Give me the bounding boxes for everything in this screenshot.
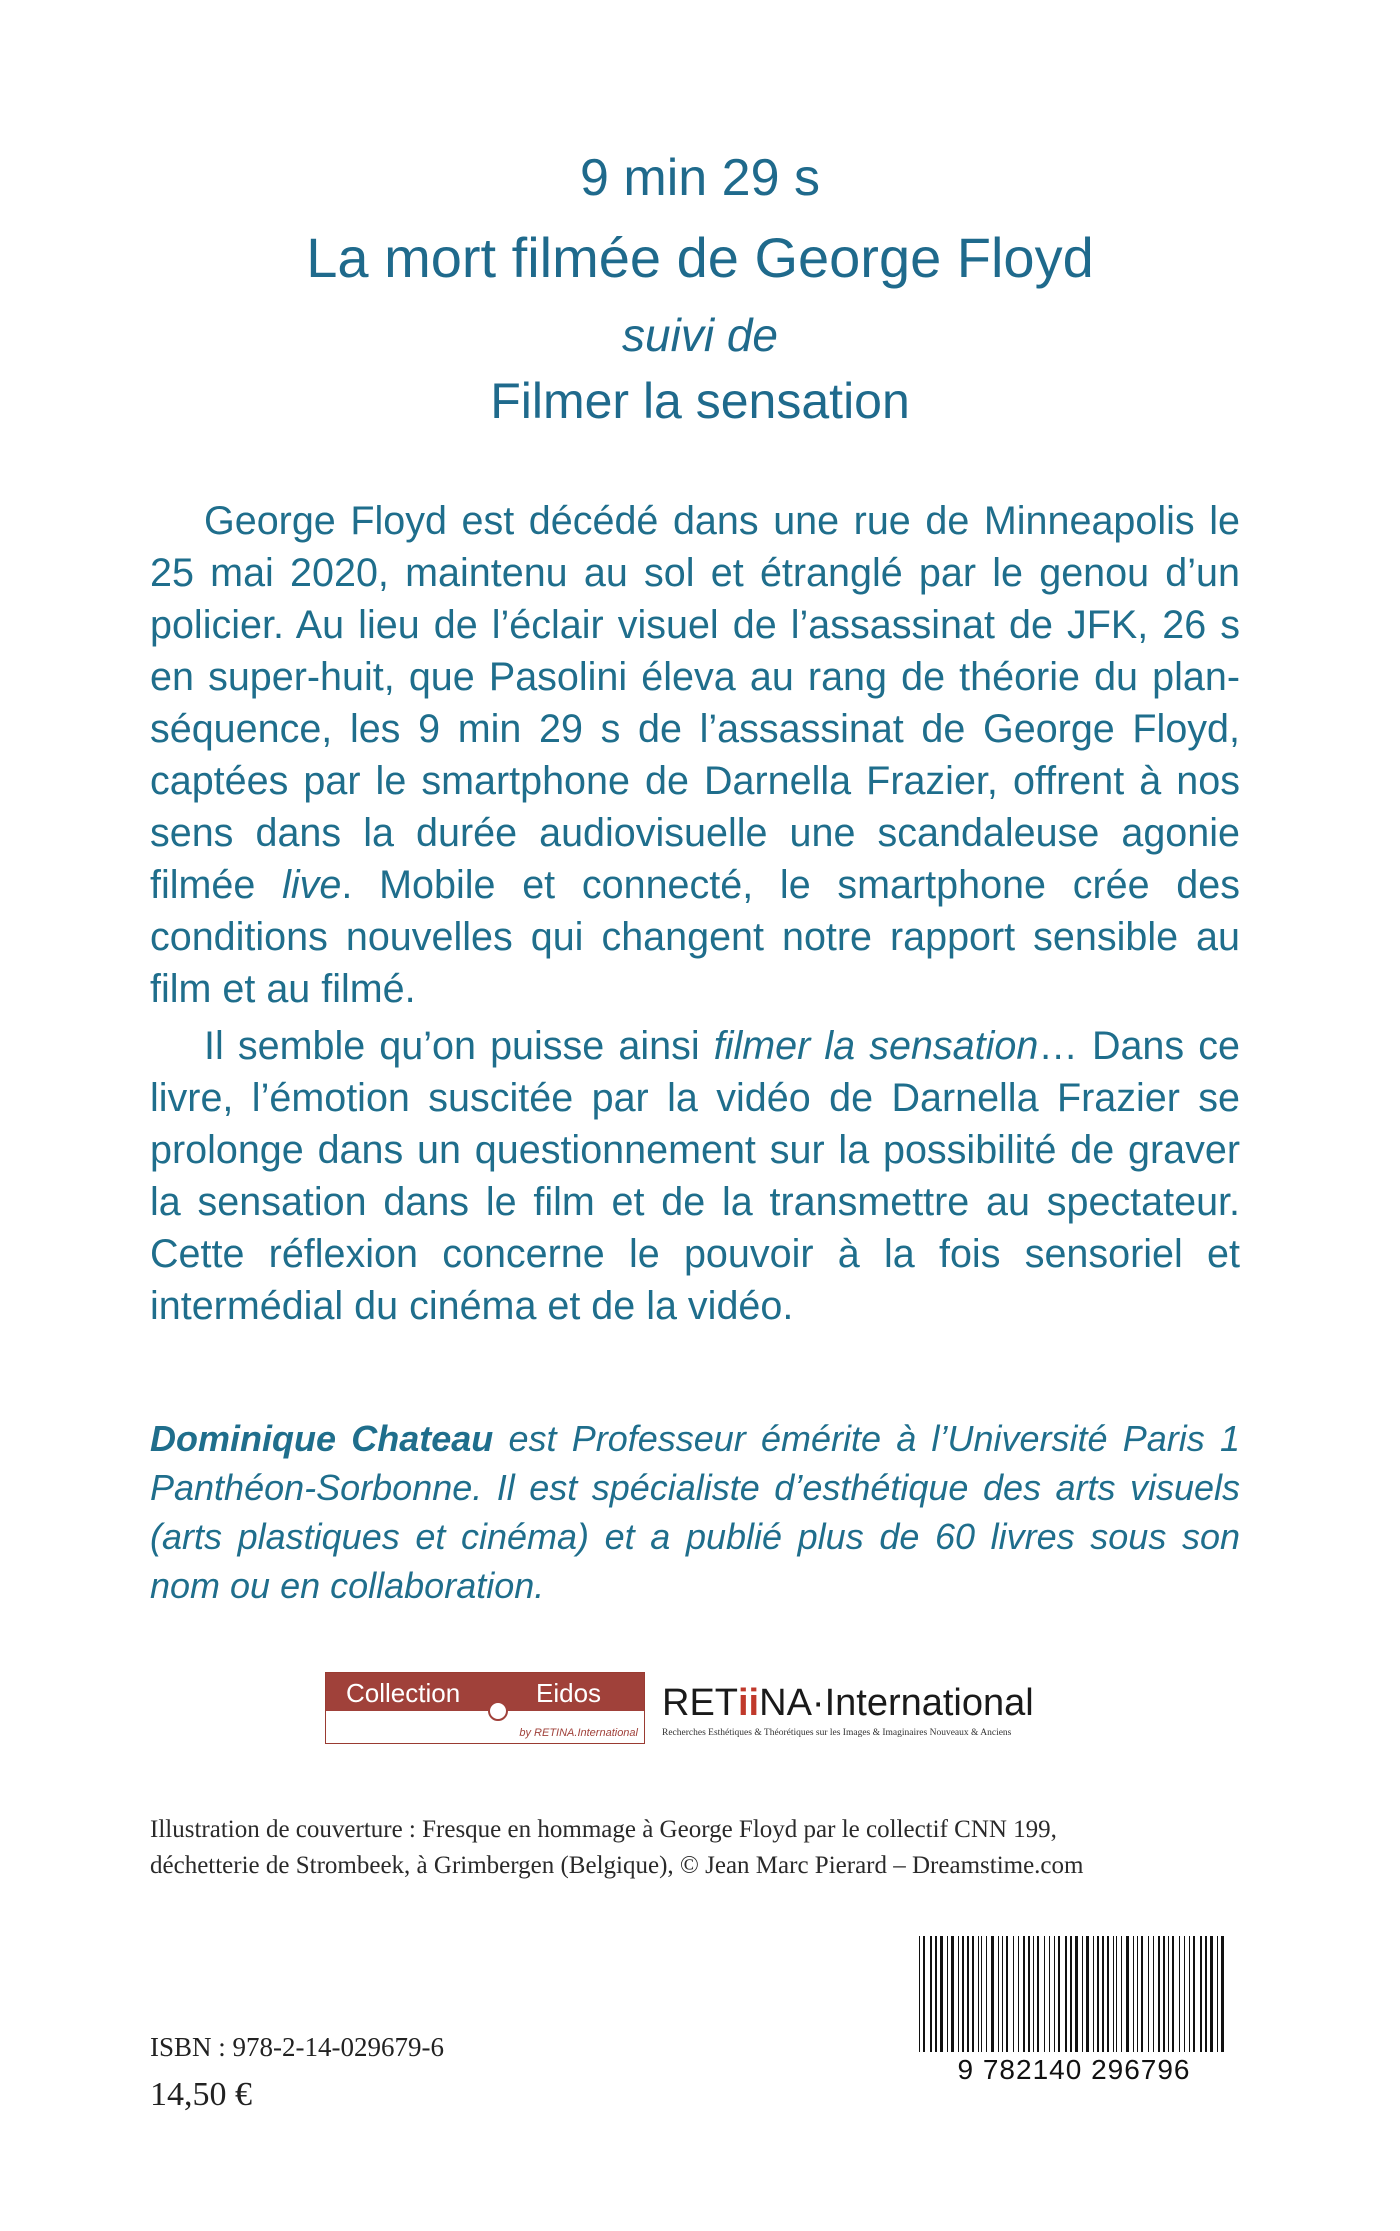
barcode-bar [1121, 1936, 1122, 2052]
synopsis-text: Il semble qu’on puisse ainsi [204, 1024, 714, 1068]
barcode-bar [1168, 1936, 1169, 2052]
retina-logo-tagline: Recherches Esthétiques & Théorétiques sur les Images & Imaginaires Nouveaux & Anciens [662, 1728, 1012, 1738]
barcode-bar [1028, 1936, 1030, 2052]
barcode-bar [1189, 1936, 1190, 2052]
barcode-bar [919, 1936, 920, 2052]
barcode-bar [1153, 1936, 1154, 2052]
barcode-bar [1184, 1936, 1185, 2052]
title-connector: suivi de [622, 309, 778, 361]
barcode-digits: 9 782140 296796 [957, 2054, 1191, 2085]
barcode-bar [1179, 1936, 1180, 2052]
barcode-bar [1093, 1936, 1094, 2052]
barcode [915, 1936, 1233, 2096]
barcode-bar [1102, 1936, 1104, 2052]
barcode-bar [1113, 1936, 1114, 2052]
synopsis-paragraph-1 [150, 495, 1240, 1015]
retina-logo-ii: ii [738, 1682, 760, 1724]
barcode-bar [1054, 1936, 1055, 2052]
collection-logo-word: Collection [346, 1678, 461, 1708]
author-name: Dominique Chateau [150, 1418, 494, 1459]
barcode-bar [1075, 1936, 1078, 2052]
barcode-bar [1172, 1936, 1174, 2052]
barcode-bar [947, 1936, 948, 2052]
barcode-bar [1049, 1936, 1050, 2052]
synopsis-text: . Mobile et connecté, le smartphone crée des conditions nouvelles qui changent notre rapport sensible au film et au filmé. [150, 863, 1240, 1011]
barcode-bar [1065, 1936, 1067, 2052]
barcode-bar [991, 1936, 994, 2052]
barcode-bar [951, 1936, 954, 2052]
cover-illustration-credit [150, 1812, 1250, 1884]
barcode-bar [1158, 1936, 1160, 2052]
barcode-bar [1018, 1936, 1019, 2052]
credit-line: Illustration de couverture : Fresque en hommage à George Floyd par le collectif CNN 199, [150, 1816, 1057, 1843]
synopsis-emphasis: live [282, 863, 342, 907]
barcode-bar [923, 1936, 925, 2052]
barcode-bar [1097, 1936, 1099, 2052]
collection-logo-byline: by RETINA.International [519, 1727, 638, 1739]
price: 14,50 € [150, 2076, 252, 2113]
barcode-bar [1086, 1936, 1089, 2052]
barcode-bar [986, 1936, 987, 2052]
barcode-bar [1044, 1936, 1045, 2052]
barcode-bar [1013, 1936, 1014, 2052]
barcode-bar [1107, 1936, 1109, 2052]
credit-line: déchetterie de Strombeek, à Grimbergen (Belgique), © Jean Marc Pierard – Dreamstime.com [150, 1852, 1084, 1879]
barcode-bar [972, 1936, 974, 2052]
synopsis-emphasis: filmer la sensation [713, 1024, 1039, 1068]
title-duration: 9 min 29 s [580, 149, 820, 207]
barcode-bar [958, 1936, 959, 2052]
barcode-bar [935, 1936, 937, 2052]
barcode-bar [1116, 1936, 1117, 2052]
synopsis-text: … Dans ce livre, l’émotion suscitée par la vidéo de Darnella Frazier se prolonge dans un questionnement sur la possibilité de graver la sensation dans le film et de la transmettre au spectateur. Cette réflexion concerne le pouvoir à la fois sensoriel et intermédial du cinéma et de la vidéo. [150, 1024, 1240, 1328]
barcode-bar [1148, 1936, 1149, 2052]
synopsis-text: George Floyd est décédé dans une rue de Minneapolis le 25 mai 2020, maintenu au sol et étranglé par le genou d’un policier. Au lieu de l’éclair visuel de l’assassinat de JFK, 26 s en super-huit, que Pasolini éleva au rang de théorie du plan-séquence, les 9 min 29 s de l’assassinat de George Floyd, captées par le smartphone de Darnella Frazier, offrent à nos sens dans la durée audiovisuelle une scandaleuse agonie filmée [150, 499, 1240, 907]
barcode-bar [1193, 1936, 1195, 2052]
barcode-bars [915, 1936, 1233, 2054]
barcode-bar [1033, 1936, 1034, 2052]
barcode-bar [967, 1936, 969, 2052]
barcode-bar [1002, 1936, 1003, 2052]
barcode-bar [962, 1936, 964, 2052]
retina-international-logo [662, 1682, 1062, 1742]
barcode-bar [940, 1936, 943, 2052]
barcode-bar [1058, 1936, 1060, 2052]
barcode-bar [1006, 1936, 1008, 2052]
retina-logo-wordmark [662, 1682, 1034, 1725]
collection-eidos-logo [325, 1672, 645, 1744]
barcode-bar [1133, 1936, 1134, 2052]
barcode-bar [998, 1936, 999, 2052]
barcode-bar [1210, 1936, 1213, 2052]
retina-logo-prefix: RET [662, 1682, 738, 1724]
barcode-bar [1141, 1936, 1143, 2052]
collection-logo-name: Eidos [536, 1678, 602, 1708]
barcode-bar [1082, 1936, 1083, 2052]
barcode-bar [1023, 1936, 1025, 2052]
barcode-bar [1037, 1936, 1039, 2052]
collection-logo-dot [488, 1701, 508, 1721]
author-bio [150, 1414, 1240, 1610]
isbn: ISBN : 978-2-14-029679-6 [150, 2032, 444, 2062]
retina-logo-suffix: NA·International [759, 1682, 1034, 1724]
barcode-bar [1163, 1936, 1165, 2052]
synopsis-paragraph-2 [150, 1020, 1240, 1332]
barcode-bar [981, 1936, 982, 2052]
barcode-bar [978, 1936, 979, 2052]
barcode-bar [1221, 1936, 1224, 2052]
barcode-bar [1126, 1936, 1129, 2052]
barcode-bar [1200, 1936, 1202, 2052]
barcode-bar [1070, 1936, 1072, 2052]
barcode-bar [930, 1936, 932, 2052]
author-bio-text: est Professeur émérite à l’Université Paris 1 Panthéon-Sorbonne. Il est spécialiste d’esthétique des arts visuels (arts plastiques et cinéma) et a publié plus de 60 livres sous son nom ou en collaboration. [150, 1418, 1241, 1606]
barcode-bar [1217, 1936, 1218, 2052]
title-secondary: Filmer la sensation [490, 373, 910, 429]
title-main: La mort filmée de George Floyd [306, 226, 1094, 289]
barcode-bar [1137, 1936, 1138, 2052]
barcode-bar [1205, 1936, 1207, 2052]
